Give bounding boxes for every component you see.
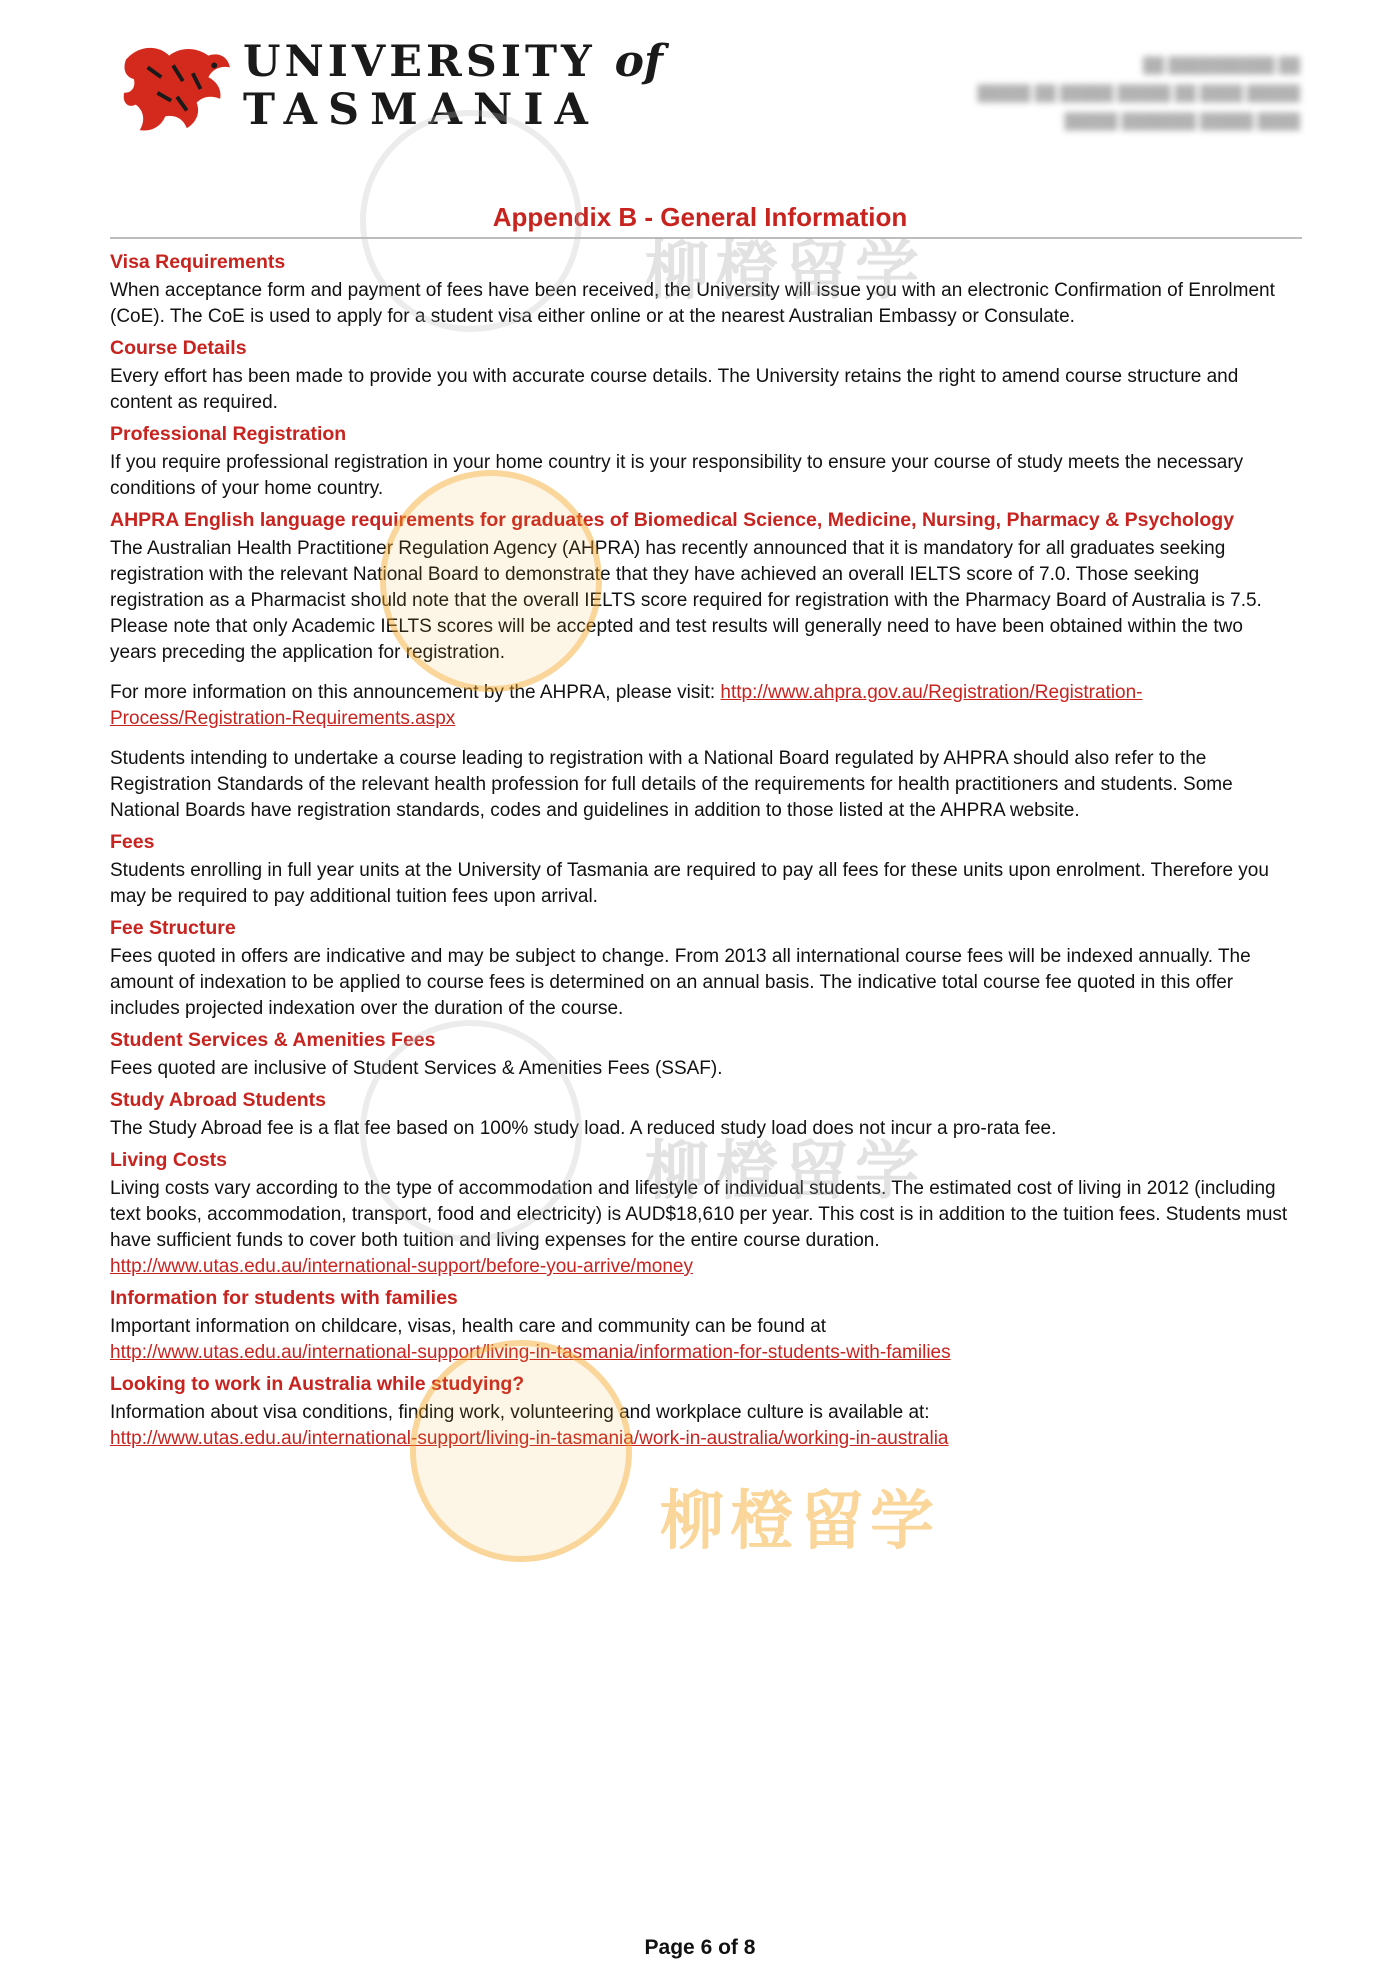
section-heading: Fee Structure — [110, 917, 236, 939]
section-body: Fees quoted in offers are indicative and may be subject to change. From 2013 all international course fees will be indexed annually. The amount of indexation to be applied to course fees is determined on an annual basis. The indicative total course fee quoted in this offer includes projected indexation over the duration of the course. — [110, 946, 1251, 1019]
section-families — [110, 1288, 1290, 1366]
ahpra-link[interactable]: http://www.ahpra.gov.au/Registration/Registration-Process/Registration-Requirements.aspx — [110, 682, 1143, 729]
watermark-text: 柳橙留学 — [645, 235, 925, 309]
section-professional-registration — [110, 424, 1290, 502]
university-logo — [118, 36, 663, 140]
address-line: █████ ██ █████ █████ ██ ████ █████ — [977, 85, 1300, 102]
work-link[interactable]: http://www.utas.edu.au/international-support/living-in-tasmania/work-in-australia/working-in-australia — [110, 1428, 949, 1449]
section-body: Important information on childcare, visas, health care and community can be found at — [110, 1316, 827, 1337]
section-heading: Information for students with families — [110, 1287, 458, 1309]
address-line: ██ ██████████ ██ — [1142, 57, 1300, 74]
logo-university-text: UNIVERSITY — [243, 37, 596, 87]
address-line: █████ ███████ █████ ████ — [1064, 113, 1300, 130]
section-heading: Looking to work in Australia while studying? — [110, 1373, 525, 1395]
watermark-text: 柳橙留学 — [660, 1485, 940, 1559]
section-visa — [110, 252, 1290, 330]
section-heading: Study Abroad Students — [110, 1089, 326, 1111]
ahpra-more-info — [110, 680, 1290, 732]
section-course-details — [110, 338, 1290, 416]
section-body: Students intending to undertake a course leading to registration with a National Board regulated by AHPRA should also refer to the Registration Standards of the relevant health profession for full details of the requirements for health practitioners and students. Some National Boards have registration standards, codes and guidelines in addition to those listed at the AHPRA website. — [110, 748, 1233, 821]
logo-tasmania-text: TASMANIA — [243, 85, 599, 135]
page-title: Appendix B - General Information — [492, 202, 908, 232]
section-fees — [110, 832, 1290, 910]
section-ahpra — [110, 510, 1290, 824]
section-body: If you require professional registration in your home country it is your responsibility to ensure your course of study meets the necessary conditions of your home country. — [110, 452, 1244, 499]
section-work — [110, 1374, 1290, 1452]
more-info-prefix: For more information on this announcement by the AHPRA, please visit: — [110, 682, 721, 703]
section-heading: Student Services & Amenities Fees — [110, 1029, 436, 1051]
tasmanian-tiger-logo-icon — [118, 38, 236, 136]
section-heading: Living Costs — [110, 1149, 228, 1171]
section-body: The Australian Health Practitioner Regulation Agency (AHPRA) has recently announced that it is mandatory for all graduates seeking registration with the relevant National Board to demonstrate that they have achieved an overall IELTS score of 7.0. Those seeking registration as a Pharmacist should note that the overall IELTS score required for registration with the Pharmacy Board of Australia is 7.5. Please note that only Academic IELTS scores will be accepted and test results will generally need to have been obtained within the two years preceding the application for registration. — [110, 538, 1262, 663]
title-divider — [110, 237, 1302, 239]
section-heading: AHPRA English language requirements for graduates of Biomedical Science, Medicine, Nursing, Pharmacy & Psychology — [110, 509, 1235, 531]
section-ssaf — [110, 1030, 1290, 1082]
section-heading: Professional Registration — [110, 423, 347, 445]
document-body — [110, 252, 1290, 1460]
section-body: Fees quoted are inclusive of Student Services & Amenities Fees (SSAF). — [110, 1058, 723, 1079]
watermark-text: 柳橙留学 — [645, 1135, 925, 1209]
section-heading: Fees — [110, 831, 155, 853]
section-body: Information about visa conditions, finding work, volunteering and workplace culture is available at: — [110, 1402, 930, 1423]
section-body: When acceptance form and payment of fees have been received, the University will issue you with an electronic Confirmation of Enrolment (CoE). The CoE is used to apply for a student visa either online or at the nearest Australian Embassy or Consulate. — [110, 280, 1275, 327]
logo-of-text: of — [614, 36, 663, 87]
families-link[interactable]: http://www.utas.edu.au/international-support/living-in-tasmania/information-for-students-with-families — [110, 1342, 951, 1363]
redacted-address — [977, 52, 1300, 136]
section-body: Students enrolling in full year units at the University of Tasmania are required to pay all fees for these units upon enrolment. Therefore you may be required to pay additional tuition fees upon arrival. — [110, 860, 1269, 907]
section-study-abroad — [110, 1090, 1290, 1142]
section-living-costs — [110, 1150, 1290, 1280]
section-body: Every effort has been made to provide you with accurate course details. The University retains the right to amend course structure and content as required. — [110, 366, 1239, 413]
page-number: Page 6 of 8 — [644, 1936, 756, 1959]
section-body: Living costs vary according to the type of accommodation and lifestyle of individual students. The estimated cost of living in 2012 (including text books, accommodation, transport, food and electricity) is AUD$18,610 per year. This cost is in addition to the tuition fees. Students must have sufficient funds to cover both tuition and living expenses for the entire course duration. — [110, 1178, 1288, 1251]
section-heading: Visa Requirements — [110, 251, 286, 273]
section-fee-structure — [110, 918, 1290, 1022]
money-link[interactable]: http://www.utas.edu.au/international-support/before-you-arrive/money — [110, 1256, 693, 1277]
section-body: The Study Abroad fee is a flat fee based on 100% study load. A reduced study load does not incur a pro-rata fee. — [110, 1118, 1057, 1139]
section-heading: Course Details — [110, 337, 247, 359]
